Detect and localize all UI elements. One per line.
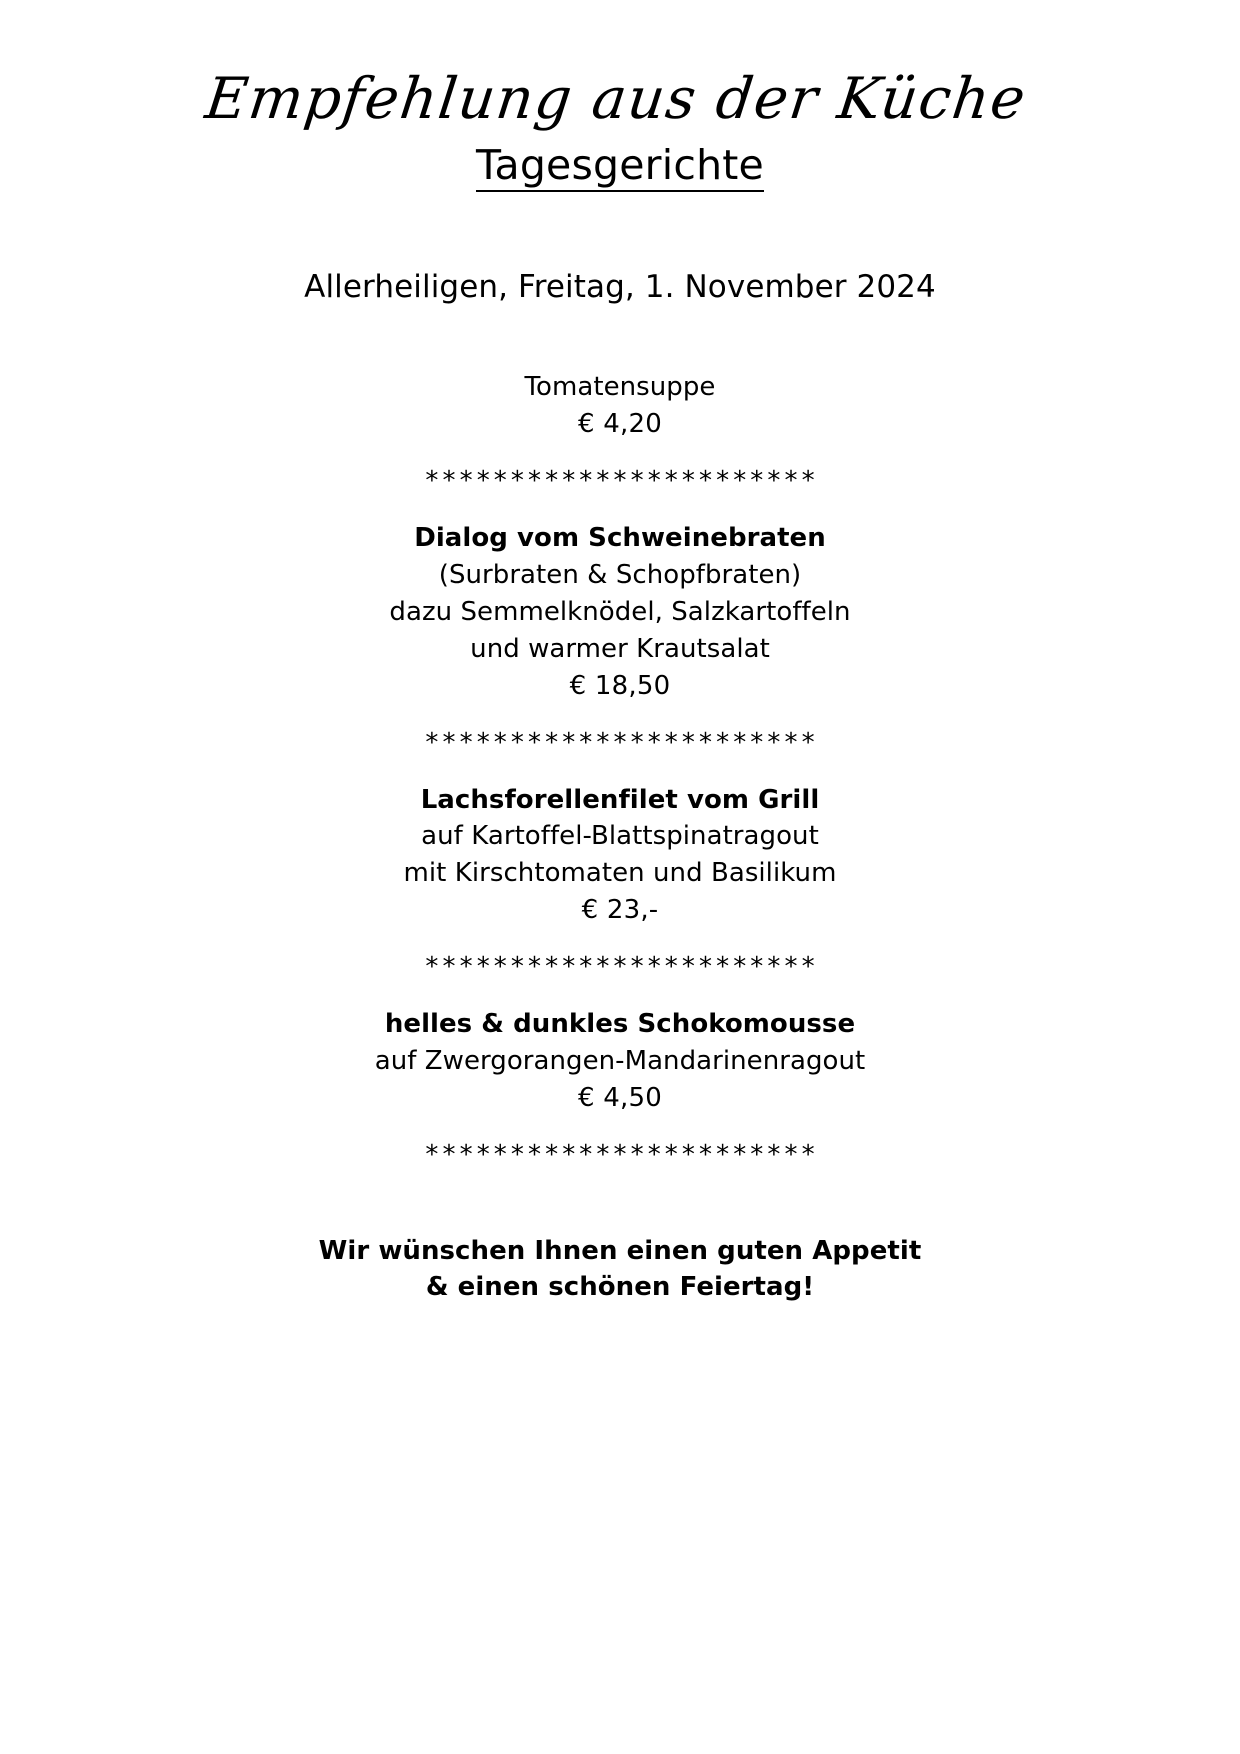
asterisk-separator: *********************** — [425, 1139, 819, 1170]
footer-message — [0, 1194, 1240, 1306]
page-title-script: Empfehlung aus der Küche — [201, 66, 1031, 132]
footer-line-2: & einen schönen Feiertag! — [425, 1271, 815, 1302]
dish-description-line: auf Zwergorangen-Mandarinenragout — [374, 1046, 866, 1077]
dish-price: € 18,50 — [569, 670, 671, 701]
menu-date: Allerheiligen, Freitag, 1. November 2024 — [304, 269, 936, 306]
dish-description-line: dazu Semmelknödel, Salzkartoffeln — [389, 596, 851, 627]
dish-description-line: (Surbraten & Schopfbraten) — [438, 559, 802, 590]
asterisk-separator: *********************** — [425, 952, 819, 983]
dish-name: Tomatensuppe — [524, 372, 716, 403]
dish-description-line: mit Kirschtomaten und Basilikum — [403, 858, 837, 889]
page-subtitle: Tagesgerichte — [476, 141, 764, 192]
menu-item — [0, 369, 1240, 443]
dish-description-line: und warmer Krautsalat — [470, 633, 770, 664]
menu-item — [0, 520, 1240, 705]
dish-price: € 4,50 — [578, 1082, 662, 1113]
menu-items-container — [0, 307, 1240, 1194]
dish-name: Dialog vom Schweinebraten — [414, 523, 826, 553]
dish-name: Lachsforellenfilet vom Grill — [420, 784, 820, 815]
dish-price: € 4,20 — [578, 409, 662, 440]
menu-item — [0, 782, 1240, 930]
asterisk-separator: *********************** — [425, 727, 819, 758]
page-subtitle-wrap — [0, 133, 1240, 190]
dish-name: helles & dunkles Schokomousse — [384, 1009, 856, 1040]
dish-price: € 23,- — [581, 895, 659, 926]
footer-line-1: Wir wünschen Ihnen einen guten Appetit — [318, 1235, 922, 1266]
dish-description-line: auf Kartoffel-Blattspinatragout — [421, 821, 819, 852]
asterisk-separator: *********************** — [425, 466, 819, 496]
menu-item — [0, 1006, 1240, 1117]
